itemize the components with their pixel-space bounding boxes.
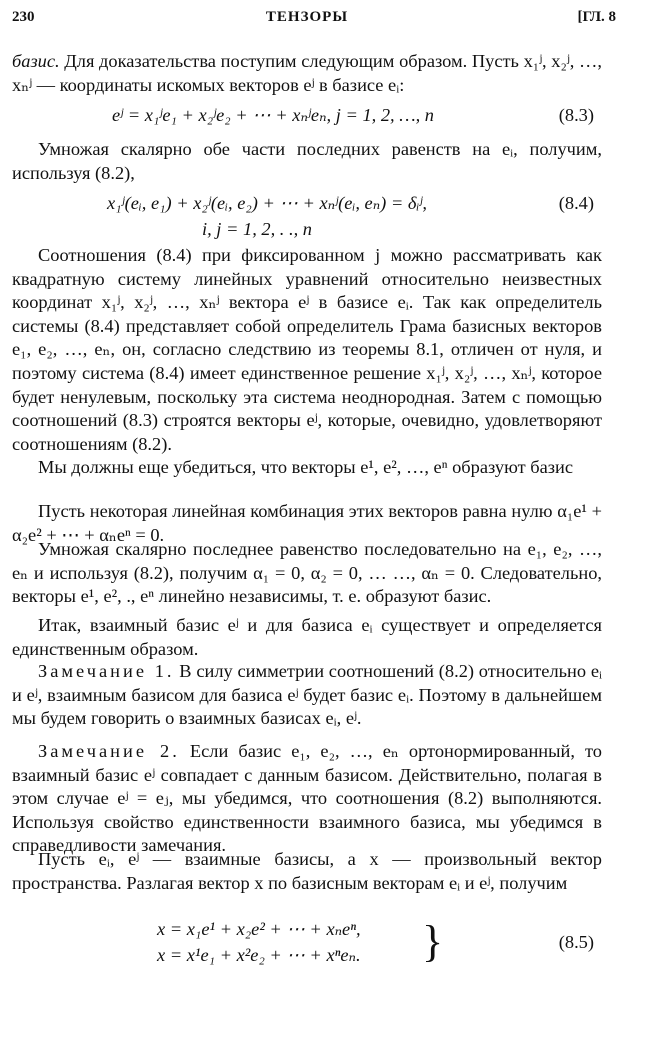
- paragraph-text: Соотношения (8.4) при фиксированном j можно рассматривать как квадратную систему линейных уравнений относительно неизвестных координат x₁ʲ, x₂ʲ, …, xₙʲ вектора eʲ в базисе eᵢ. Так как определитель системы (8.4) представляет собой определитель Грама базисных векторов e₁, e₂, …, eₙ, он, согласно следствию из теоремы 8.1, отличен от нуля, и поэтому система (8.4) имеет единственное решение x₁ʲ, x₂ʲ, …, xₙʲ, которое будет ненулевым, поскольку эта система неоднородная. Затем с помощью соотношений (8.3) строятся векторы eʲ, которые, очевидно, удовлетворяют соотношениям (8.2).: [12, 245, 602, 454]
- equation-line-2: x = x¹e₁ + x²e₂ + ⋯ + xⁿeₙ.: [157, 945, 361, 965]
- remark-label: Замечание 2.: [38, 741, 180, 761]
- equation-formula: eʲ = x₁ʲe₁ + x₂ʲe₂ + ⋯ + xₙʲeₙ, j = 1, 2, …, n: [112, 105, 434, 125]
- page-number: 230: [12, 9, 35, 25]
- equation-8-4-condition: [12, 218, 602, 244]
- equation-line-1: x = x₁e¹ + x₂e² + ⋯ + xₙeⁿ,: [157, 919, 361, 939]
- equation-8-4: [12, 192, 602, 218]
- paragraph-multiply: [12, 138, 602, 185]
- equation-formula: x₁ʲ(eᵢ, e₁) + x₂ʲ(eᵢ, e₂) + ⋯ + xₙʲ(eᵢ, eₙ) = δᵢʲ,: [107, 193, 427, 213]
- paragraph-must-check: [12, 456, 602, 480]
- equation-8-3: [12, 104, 602, 130]
- right-brace: }: [422, 917, 444, 966]
- paragraph-text: Итак, взаимный базис eʲ и для базиса eᵢ существует и определяется единственным образом.: [12, 615, 602, 659]
- running-header: [12, 6, 616, 28]
- remark-2: [12, 740, 602, 858]
- equation-8-5: [12, 918, 602, 970]
- paragraph-text: Пусть eᵢ, eʲ — взаимные базисы, а x — произвольный вектор пространства. Разлагая вектор x по базисным векторам eᵢ и eʲ, получим: [12, 849, 602, 893]
- italic-word: базис.: [12, 51, 60, 71]
- paragraph-text: Если базис e₁, e₂, …, eₙ ортонормированный, то взаимный базис eʲ совпадает с данным базисом. Действительно, полагая в этом случае eʲ = eⱼ, мы убедимся, что соотношения (8.2) выполняются. Используя свойство единственности взаимного базиса, мы убедимся в справедливости замечания.: [12, 741, 602, 856]
- paragraph-text: В силу симметрии соотношений (8.2) относительно eᵢ и eʲ, взаимным базисом для базиса eʲ будет базис eᵢ. Поэтому в дальнейшем мы будем говорить о взаимных базисах eᵢ, eʲ.: [12, 661, 602, 729]
- remark-label: Замечание 1.: [38, 661, 175, 681]
- paragraph-basis-intro: [12, 50, 602, 97]
- chapter-label: [ГЛ. 8: [577, 9, 616, 25]
- equation-number: (8.3): [558, 105, 594, 125]
- paragraph-independence: [12, 538, 602, 609]
- paragraph-text: Мы должны еще убедиться, что векторы e¹, e², …, eⁿ образуют базис: [38, 457, 573, 477]
- remark-1: [12, 660, 602, 731]
- paragraph-gram: [12, 244, 602, 456]
- equation-number: (8.4): [558, 193, 594, 213]
- equation-condition: i, j = 1, 2, . ., n: [202, 219, 312, 239]
- paragraph-text: Для доказательства поступим следующим образом. Пусть x₁ʲ, x₂ʲ, …, xₙʲ — координаты искомых векторов eʲ в базисе eᵢ:: [12, 51, 602, 95]
- paragraph-text: Умножая скалярно обе части последних равенств на eᵢ, получим, используя (8.2),: [12, 139, 602, 183]
- running-title: ТЕНЗОРЫ: [265, 9, 349, 25]
- paragraph-text: Пусть некоторая линейная комбинация этих векторов равна нулю α₁e¹ + α₂e² + ⋯ + αₙeⁿ = 0.: [12, 501, 602, 545]
- equation-number: (8.5): [558, 932, 594, 952]
- paragraph-conclusion: [12, 614, 602, 661]
- paragraph-expansion: [12, 848, 602, 895]
- paragraph-text: Умножая скалярно последнее равенство последовательно на e₁, e₂, …, eₙ и используя (8.2), получим α₁ = 0, α₂ = 0, … …, αₙ = 0. Следовательно, векторы e¹, e², ., eⁿ линейно независимы, т. е. образуют базис.: [12, 539, 602, 607]
